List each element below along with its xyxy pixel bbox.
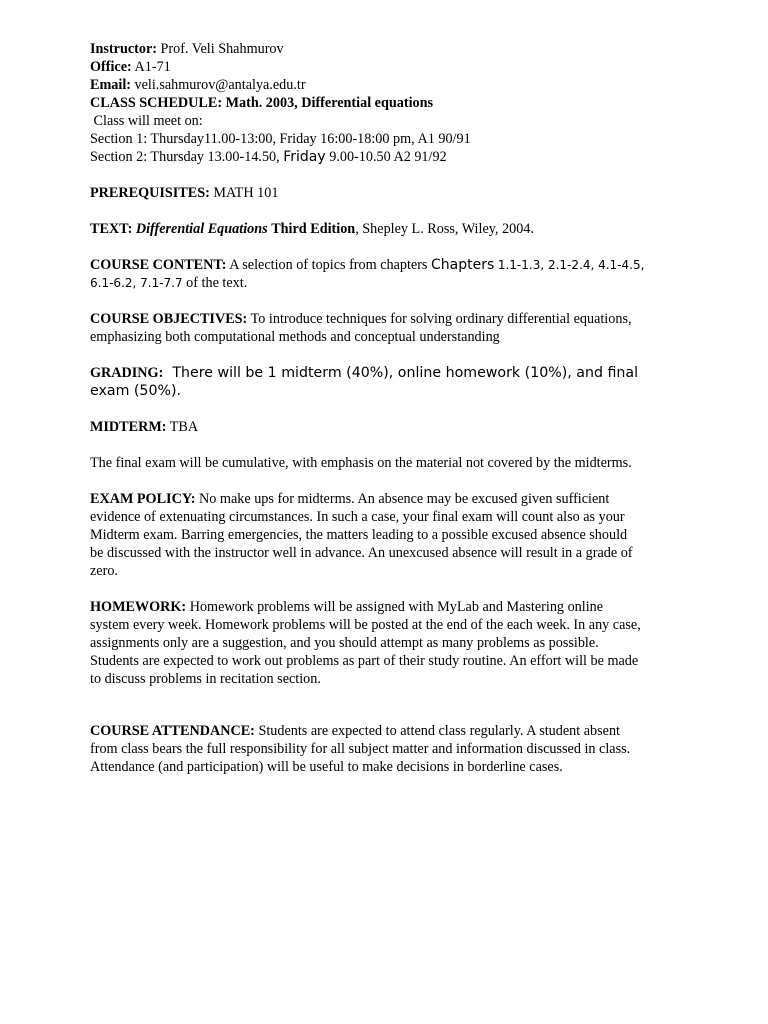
midterm-value: TBA [169, 419, 199, 435]
section-2-friday: Friday [283, 149, 326, 165]
exam-policy-line4: be discussed with the instructor well in advance. An unexcused absence will result in a grade of [90, 545, 633, 561]
final-exam-block [90, 454, 690, 472]
instructor-line [90, 40, 690, 58]
course-objectives-label: COURSE OBJECTIVES: [90, 311, 248, 327]
section-2-part2: 9.00-10.50 A2 91/92 [329, 149, 447, 165]
course-content-text2: of the text. [186, 275, 248, 291]
meet-text-value: Class will meet on: [93, 113, 203, 129]
grading-line2: exam (50%). [90, 383, 182, 399]
attendance-line3: Attendance (and participation) will be useful to make decisions in borderline cases. [90, 759, 563, 775]
exam-policy-line5: zero. [90, 563, 118, 579]
attendance-line2: from class bears the full responsibility for all subject matter and information discussed in class. [90, 741, 631, 757]
meet-text [90, 112, 690, 130]
email-line [90, 76, 690, 94]
course-content-label: COURSE CONTENT: [90, 257, 227, 273]
homework-line3: assignments only are a suggestion, and you should attempt as many problems as possible. [90, 635, 599, 651]
homework-line4: Students are expected to work out problems as part of their study routine. An effort will be made [90, 653, 639, 669]
prerequisites-block [90, 184, 690, 202]
final-exam-text: The final exam will be cumulative, with emphasis on the material not covered by the midterms. [90, 455, 632, 471]
exam-policy-label: EXAM POLICY: [90, 491, 196, 507]
course-objectives-text1: To introduce techniques for solving ordinary differential equations, [250, 311, 632, 327]
grading-text1: There will be 1 midterm (40%), online homework (10%), and final [172, 365, 639, 381]
section-2-part1: Section 2: Thursday 13.00-14.50, [90, 149, 280, 165]
email-label: Email: [90, 77, 131, 93]
homework-block [90, 598, 690, 688]
attendance-label: COURSE ATTENDANCE: [90, 723, 255, 739]
homework-line1 [90, 598, 690, 616]
class-schedule-heading: CLASS SCHEDULE: Math. 2003, Differential equations [90, 95, 434, 111]
course-content-chapters-line1: 1.1-1.3, 2.1-2.4, 4.1-4.5, [497, 258, 645, 272]
course-content-block [90, 256, 690, 292]
homework-label: HOMEWORK: [90, 599, 187, 615]
homework-text1: Homework problems will be assigned with MyLab and Mastering online [189, 599, 604, 615]
prerequisites-value: MATH 101 [213, 185, 279, 201]
section-2 [90, 148, 690, 166]
office-value: A1-71 [134, 59, 171, 75]
office-label: Office: [90, 59, 132, 75]
textbook-block [90, 220, 690, 238]
email-value: veli.sahmurov@antalya.edu.tr [134, 77, 306, 93]
textbook-line [90, 220, 690, 238]
section-1: Section 1: Thursday11.00-13:00, Friday 16:00-18:00 pm, A1 90/91 [90, 131, 471, 147]
textbook-label: TEXT: [90, 221, 133, 237]
attendance-line1 [90, 722, 690, 740]
grading-block [90, 364, 690, 400]
course-content-chapters-line2: 6.1-6.2, 7.1-7.7 [90, 276, 183, 290]
exam-policy-line3: Midterm exam. Barring emergencies, the matters leading to a possible excused absence should [90, 527, 628, 543]
grading-label: GRADING: [90, 365, 164, 381]
exam-policy-text1: No make ups for midterms. An absence may be excused given sufficient [199, 491, 610, 507]
textbook-title: Differential Equations [135, 221, 268, 237]
course-content-line1 [90, 256, 690, 274]
exam-policy-line1 [90, 490, 690, 508]
homework-line5: to discuss problems in recitation section. [90, 671, 321, 687]
course-content-chapters-word: Chapters [431, 257, 495, 273]
course-objectives-line1 [90, 310, 690, 328]
prerequisites-line [90, 184, 690, 202]
course-objectives-block [90, 310, 690, 346]
attendance-text1: Students are expected to attend class regularly. A student absent [258, 723, 620, 739]
prerequisites-label: PREREQUISITES: [90, 185, 210, 201]
office-line [90, 58, 690, 76]
exam-policy-block [90, 490, 690, 580]
midterm-block [90, 418, 690, 436]
exam-policy-line2: evidence of extenuating circumstances. In such a case, your final exam will count also as your [90, 509, 625, 525]
course-content-line2 [90, 274, 690, 292]
course-objectives-line2: emphasizing both computational methods and conceptual understanding [90, 329, 500, 345]
textbook-rest: , Shepley L. Ross, Wiley, 2004. [355, 221, 534, 237]
header-block [90, 40, 690, 166]
course-content-text1: A selection of topics from chapters [229, 257, 428, 273]
attendance-block [90, 722, 690, 776]
syllabus-page [90, 40, 690, 776]
instructor-label: Instructor: [90, 41, 157, 57]
textbook-edition: Third Edition [271, 221, 356, 237]
midterm-line [90, 418, 690, 436]
homework-line2: system every week. Homework problems will be posted at the end of the each week. In any case, [90, 617, 641, 633]
grading-line1 [90, 364, 690, 382]
midterm-label: MIDTERM: [90, 419, 167, 435]
instructor-value: Prof. Veli Shahmurov [160, 41, 284, 57]
